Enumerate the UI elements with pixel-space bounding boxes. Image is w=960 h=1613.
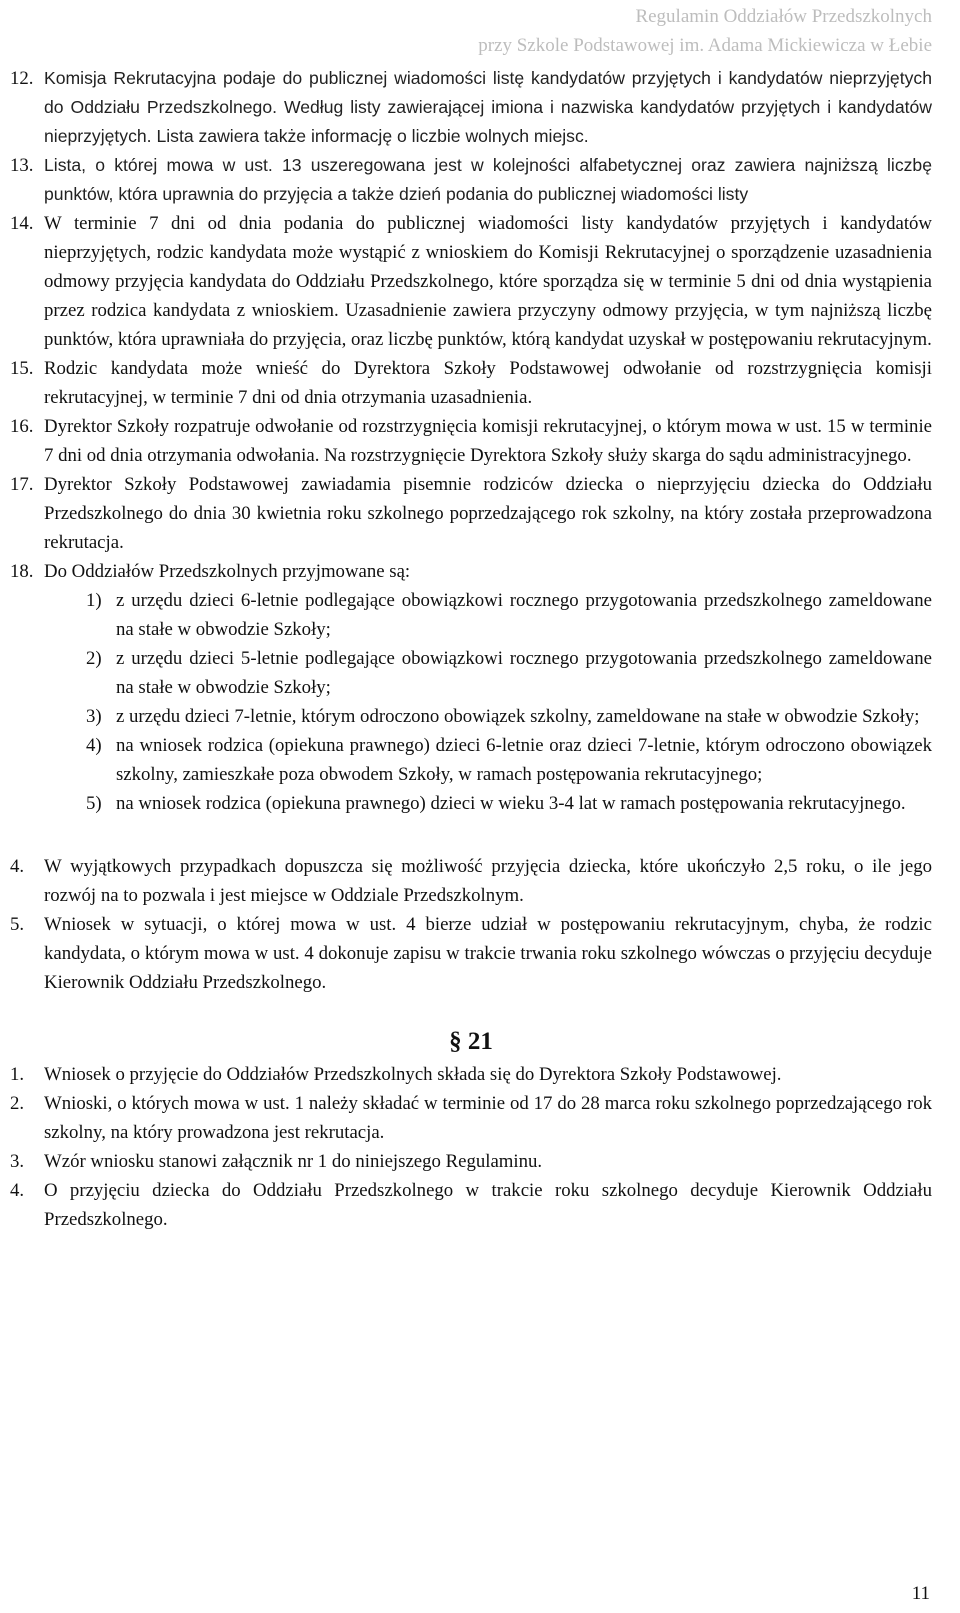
- subitem-number: 4): [86, 735, 102, 756]
- item-number: 2.: [10, 1093, 25, 1114]
- item-text: W terminie 7 dni od dnia podania do publicznej wiadomości listy kandydatów przyjętych i kandydatów nieprzyjętych, rodzic kandydata może wystąpić z wnioskiem do Komisji Rekrutacyjnej o sporządzenie uzasadnienia odmowy przyjęcia kandydata do Oddziału Przedszkolnego, które sporządza się w terminie 5 dni od dnia wystąpienia przez rodzica kandydata z wnioskiem. Uzasadnienie zawiera przyczyny odmowy przyjęcia, w tym najniższą liczbę punktów, która uprawniała do przyjęcia, oraz liczbę punktów, którą kandydat uzyskał w postępowaniu rekrutacyjnym.: [44, 213, 932, 350]
- item-text: Wniosek w sytuacji, o której mowa w ust. 4 bierze udział w postępowaniu rekrutacyjnym, chyba, że rodzic kandydata, o którym mowa w ust. 4 dokonuje zapisu w trakcie trwania roku szkolnego wówczas o przyjęciu decyduje Kierownik Oddziału Przedszkolnego.: [44, 914, 932, 993]
- item-text: Dyrektor Szkoły Podstawowej zawiadamia pisemnie rodziców dziecka o nieprzyjęciu dziecka do Oddziału Przedszkolnego do dnia 30 kwietnia roku szkolnego poprzedzającego rok szkolny, na który została przeprowadzona rekrutacja.: [44, 474, 932, 553]
- subitem-text: z urzędu dzieci 6-letnie podlegające obowiązkowi rocznego przygotowania przedszkolnego zameldowane na stałe w obwodzie Szkoły;: [116, 590, 932, 640]
- header-subtitle: przy Szkole Podstawowej im. Adama Mickiewicza w Łebie: [478, 35, 932, 56]
- item-text: Lista, o której mowa w ust. 13 uszeregowana jest w kolejności alfabetycznej oraz zawiera najniższą liczbę punktów, która uprawnia do przyjęcia a także dzień podania do publicznej wiadomości listy: [44, 155, 932, 204]
- section-heading: § 21: [449, 1028, 493, 1055]
- subitem-text: z urzędu dzieci 7-letnie, którym odroczono obowiązek szkolny, zameldowane na stałe w obwodzie Szkoły;: [116, 706, 920, 727]
- item-number: 15.: [10, 358, 34, 379]
- section21-paragraph-3: [10, 1147, 932, 1176]
- subitem-text: na wniosek rodzica (opiekuna prawnego) dzieci 6-letnie oraz dzieci 7-letnie, którym odroczono obowiązek szkolny, zamieszkałe poza obwodem Szkoły, w ramach postępowania rekrutacyjnego;: [116, 735, 932, 785]
- item-number: 5.: [10, 914, 25, 935]
- item-number: 14.: [10, 213, 34, 234]
- item-number: 4.: [10, 1180, 25, 1201]
- header-title: Regulamin Oddziałów Przedszkolnych: [635, 6, 932, 27]
- item-text: Wniosek o przyjęcie do Oddziałów Przedszkolnych składa się do Dyrektora Szkoły Podstawowej.: [44, 1064, 782, 1085]
- subitem-text: na wniosek rodzica (opiekuna prawnego) dzieci w wieku 3-4 lat w ramach postępowania rekrutacyjnego.: [116, 793, 906, 814]
- item-number: 16.: [10, 416, 34, 437]
- section21-paragraph-1: [10, 1060, 932, 1089]
- subitem-number: 5): [86, 793, 102, 814]
- item-number: 1.: [10, 1064, 25, 1085]
- item-number: 18.: [10, 561, 34, 582]
- subitem-text: z urzędu dzieci 5-letnie podlegające obowiązkowi rocznego przygotowania przedszkolnego zameldowane na stałe w obwodzie Szkoły;: [116, 648, 932, 698]
- paragraph-18: [10, 557, 932, 586]
- subitem-1: [86, 586, 932, 644]
- paragraph-12: [10, 64, 932, 151]
- item-number: 13.: [10, 155, 34, 176]
- subitem-4: [86, 731, 932, 789]
- item-number: 4.: [10, 856, 25, 877]
- item-number: 17.: [10, 474, 34, 495]
- item-text: Dyrektor Szkoły rozpatruje odwołanie od rozstrzygnięcia komisji rekrutacyjnej, o którym mowa w ust. 15 w terminie 7 dni od dnia otrzymania odwołania. Na rozstrzygnięcie Dyrektora Szkoły służy skarga do sądu administracyjnego.: [44, 416, 932, 466]
- item-text: Do Oddziałów Przedszkolnych przyjmowane są:: [44, 561, 411, 582]
- subitem-3: [86, 702, 932, 731]
- document-body: [10, 64, 932, 1234]
- paragraph-14: [10, 209, 932, 354]
- item-text: Wzór wniosku stanowi załącznik nr 1 do niniejszego Regulaminu.: [44, 1151, 543, 1172]
- section21-paragraph-4: [10, 1176, 932, 1234]
- paragraph-17: [10, 470, 932, 557]
- item-text: O przyjęciu dziecka do Oddziału Przedszkolnego w trakcie roku szkolnego decyduje Kierownik Oddziału Przedszkolnego.: [44, 1180, 932, 1230]
- item-number: 12.: [10, 68, 34, 89]
- page-number: 11: [911, 1583, 930, 1604]
- section21-paragraph-2: [10, 1089, 932, 1147]
- subitem-5: [86, 789, 932, 818]
- subitem-number: 3): [86, 706, 102, 727]
- subitem-number: 2): [86, 648, 102, 669]
- item-text: Wnioski, o których mowa w ust. 1 należy składać w terminie od 17 do 28 marca roku szkolnego poprzedzającego rok szkolny, na który prowadzona jest rekrutacja.: [44, 1093, 932, 1143]
- paragraph-5: [10, 910, 932, 997]
- item-text: Rodzic kandydata może wnieść do Dyrektora Szkoły Podstawowej odwołanie od rozstrzygnięcia komisji rekrutacyjnej, w terminie 7 dni od dnia otrzymania uzasadnienia.: [44, 358, 932, 408]
- running-header: [478, 2, 932, 60]
- paragraph-13: [10, 151, 932, 209]
- item-text: Komisja Rekrutacyjna podaje do publicznej wiadomości listę kandydatów przyjętych i kandydatów nieprzyjętych do Oddziału Przedszkolnego. Według listy zawierającej imiona i nazwiska kandydatów przyjętych i kandydatów nieprzyjętych. Lista zawiera także informację o liczbie wolnych miejsc.: [44, 68, 932, 146]
- subitem-2: [86, 644, 932, 702]
- item-number: 3.: [10, 1151, 25, 1172]
- paragraph-16: [10, 412, 932, 470]
- paragraph-15: [10, 354, 932, 412]
- paragraph-4: [10, 852, 932, 910]
- item-text: W wyjątkowych przypadkach dopuszcza się możliwość przyjęcia dziecka, które ukończyło 2,5 roku, o ile jego rozwój na to pozwala i jest miejsce w Oddziale Przedszkolnym.: [44, 856, 932, 906]
- subitem-number: 1): [86, 590, 102, 611]
